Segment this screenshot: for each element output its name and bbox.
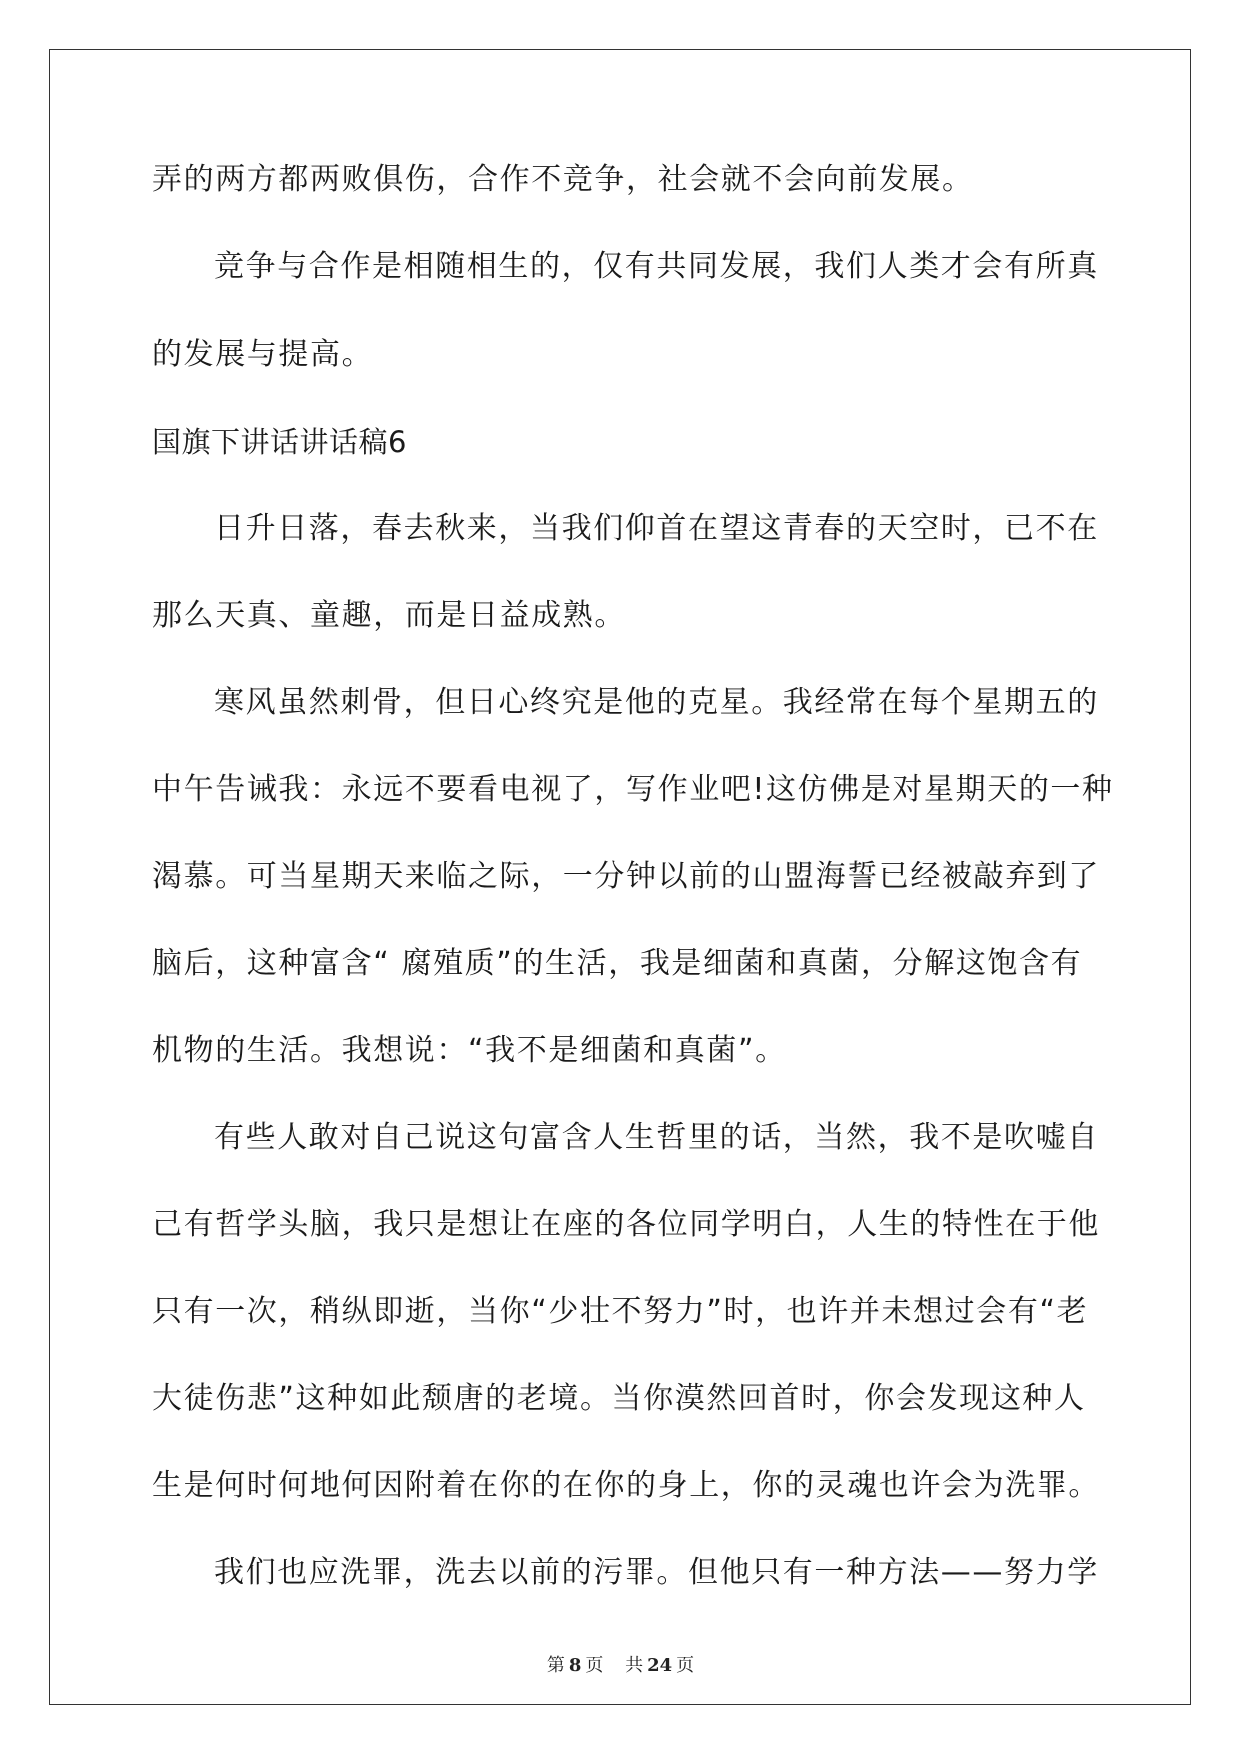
paragraph-line: 那么天真、童趣，而是日益成熟。 <box>152 598 626 633</box>
paragraph-line: 脑后，这种富含“ 腐殖质”的生活，我是细菌和真菌，分解这饱含有 <box>152 946 1083 981</box>
page-indicator <box>543 1655 608 1676</box>
paragraph-line: 渴慕。可当星期天来临之际，一分钟以前的山盟海誓已经被敲弃到了 <box>152 859 1100 894</box>
page-number: 8 <box>568 1655 582 1676</box>
paragraph-line: 生是何时何地何因附着在你的在你的身上，你的灵魂也许会为洗罪。 <box>152 1468 1100 1503</box>
paragraph-line: 大徒伤悲”这种如此颓唐的老境。当你漠然回首时，你会发现这种人 <box>152 1381 1086 1416</box>
paragraph-line: 我们也应洗罪，洗去以前的污罪。但他只有一种方法——努力学 <box>214 1555 1099 1590</box>
paragraph-line: 弄的两方都两败俱伤，合作不竞争，社会就不会向前发展。 <box>152 162 974 197</box>
total-suffix: 页 <box>676 1655 695 1676</box>
paragraph-line: 的发展与提高。 <box>152 337 374 372</box>
paragraph-line: 只有一次，稍纵即逝，当你“少壮不努力”时，也许并未想过会有“老 <box>152 1294 1089 1329</box>
total-indicator <box>621 1655 698 1676</box>
paragraph-line: 有些人敢对自己说这句富含人生哲里的话，当然，我不是吹嘘自 <box>214 1120 1099 1155</box>
page-suffix: 页 <box>585 1655 604 1676</box>
page-prefix: 第 <box>546 1655 565 1676</box>
section-heading: 国旗下讲话讲话稿6 <box>152 425 407 459</box>
paragraph-line: 中午告诫我：永远不要看电视了，写作业吧!这仿佛是对星期天的一种 <box>152 772 1114 807</box>
paragraph-line: 寒风虽然刺骨，但日心终究是他的克星。我经常在每个星期五的 <box>214 685 1099 720</box>
paragraph-line: 机物的生活。我想说：“我不是细菌和真菌”。 <box>152 1033 787 1068</box>
total-prefix: 共 <box>625 1655 644 1676</box>
total-pages: 24 <box>647 1655 673 1676</box>
page-footer <box>0 1651 1241 1677</box>
paragraph-line: 日升日落，春去秋来，当我们仰首在望这青春的天空时，已不在 <box>214 511 1099 546</box>
paragraph-line: 己有哲学头脑，我只是想让在座的各位同学明白，人生的特性在于他 <box>152 1207 1100 1242</box>
paragraph-line: 竞争与合作是相随相生的，仅有共同发展，我们人类才会有所真 <box>214 249 1099 284</box>
